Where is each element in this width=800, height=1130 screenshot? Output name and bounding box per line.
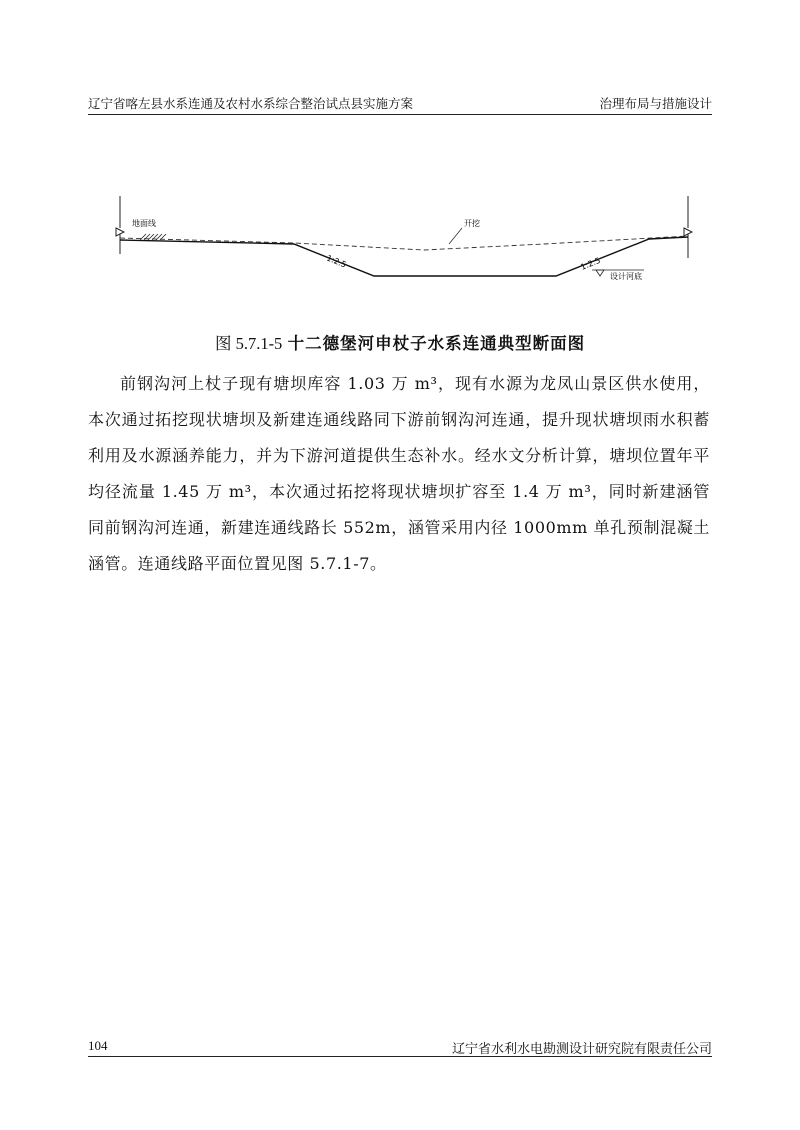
ground-label: 地面线: [132, 219, 156, 228]
footer-organization: 辽宁省水利水电勘测设计研究院有限责任公司: [451, 1042, 712, 1057]
page-header: [88, 92, 712, 115]
excavation-label: 开挖: [464, 219, 480, 228]
page-number: 104: [88, 1038, 108, 1053]
right-break-line: [684, 196, 692, 258]
body-paragraph: 前钢沟河上杖子现有塘坝库容 1.03 万 m³，现有水源为龙凤山景区供水使用，本次通过拓挖现状塘坝及新建连通线路同下游前钢沟河连通，提升现状塘坝雨水积蓄利用及水源涵养能力，并为下游河道提供生态补水。经水文分析计算，塘坝位置年平均径流量 1.45 万 m³，本次通过拓挖将现状塘坝扩容至 1.4 万 m³，同时新建涵管同前钢沟河连通，新建连通线路长 552m，涵管采用内径 1000mm 单孔预制混凝土涵管。连通线路平面位置见图 5.7.1-7。: [88, 374, 710, 573]
left-break-line: [116, 196, 124, 254]
ground-line: [120, 236, 688, 250]
page-footer: [88, 1036, 712, 1057]
slope-right-label: 1:2.5: [579, 255, 602, 272]
excavation-leader: [449, 228, 462, 244]
figure-caption: [0, 330, 800, 354]
slope-left-label: 1:2.5: [325, 253, 348, 270]
header-chapter-title: 治理布局与措施设计: [599, 96, 712, 111]
header-document-title: 辽宁省喀左县水系连通及农村水系综合整治试点县实施方案: [88, 96, 414, 111]
riverbed-label: 设计河底: [610, 272, 642, 281]
cross-section-drawing: [104, 188, 704, 288]
figure-number: 图 5.7.1-5: [214, 334, 283, 353]
figure-title: 十二德堡河申杖子水系连通典型断面图: [287, 334, 586, 353]
